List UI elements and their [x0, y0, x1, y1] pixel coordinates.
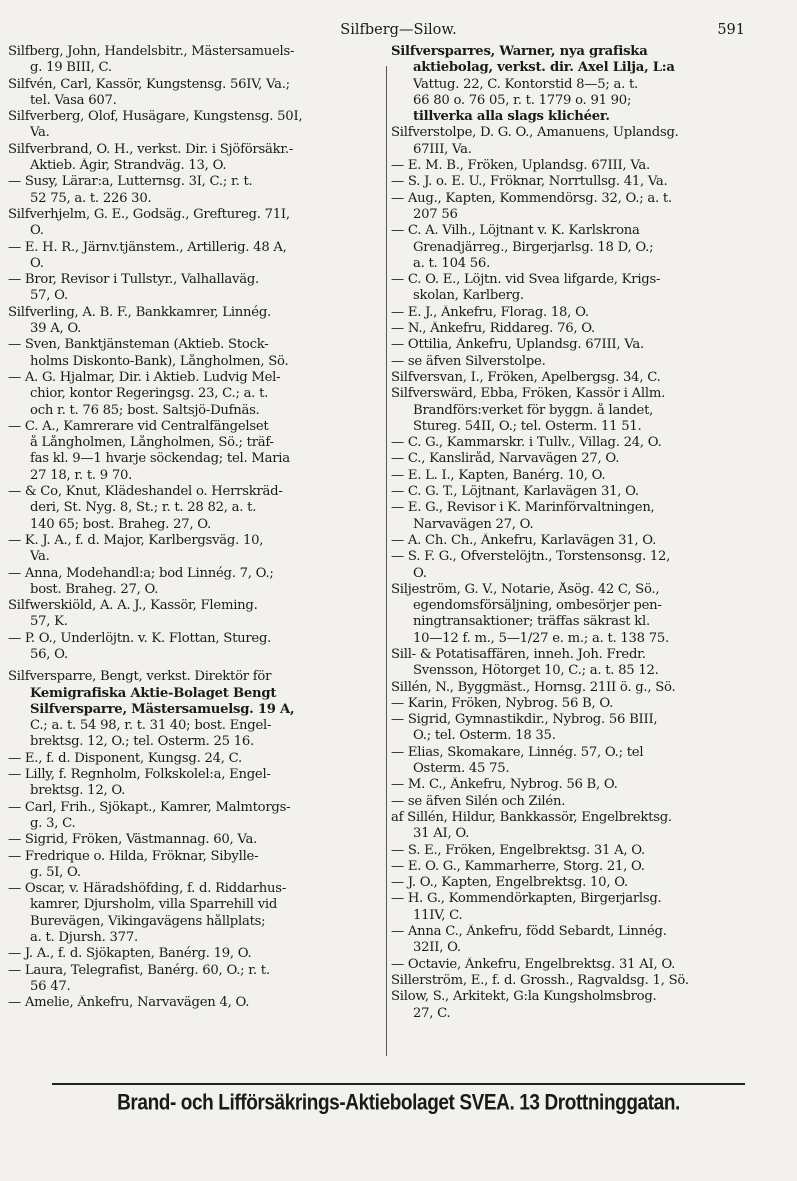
directory-line: 27 18, r. t. 9 70.	[30, 467, 133, 483]
directory-line: Brandförs:verket för byggn. å landet,	[413, 402, 654, 418]
directory-line: Ö.	[30, 255, 44, 271]
directory-line: å Långholmen, Långholmen, Sö.; träf-	[30, 435, 274, 451]
directory-line: — E. G., Revisor i K. Marinförvaltningen,	[391, 500, 655, 516]
directory-line: 57, Ö.	[30, 288, 68, 304]
directory-line: Silfversparre, Bengt, verkst. Direktör för	[8, 669, 272, 685]
directory-line: — Anna C., Änkefru, född Sebardt, Linnég.	[391, 924, 667, 940]
directory-line: brektsg. 12, Ö.	[30, 783, 126, 799]
directory-line: aktiebolag, verkst. dir. Axel Lilja, L:a	[413, 60, 675, 76]
directory-line: Svensson, Hötorget 10, C.; a. t. 85 12.	[413, 663, 659, 679]
directory-line: 10—12 f. m., 5—1/27 e. m.; a. t. 138 75.	[413, 630, 669, 646]
directory-line: — H. G., Kommendörkapten, Birgerjarlsg.	[391, 891, 662, 907]
directory-line: 52 75, a. t. 226 30.	[30, 190, 152, 206]
directory-line: Sillén, N., Byggmäst., Hornsg. 21II ö. g., Sö.	[391, 679, 676, 695]
directory-line: 67III, Va.	[413, 141, 472, 157]
directory-line: — Carl, Frih., Sjökapt., Kamrer, Malmtorgs-	[8, 799, 291, 815]
page-header	[0, 22, 797, 46]
right-column	[391, 44, 787, 1022]
directory-line: — E., f. d. Disponent, Kungsg. 24, C.	[8, 750, 242, 766]
directory-line: Kemigrafiska Aktie-Bolaget Bengt	[30, 685, 277, 701]
directory-line: Silfverswärd, Ebba, Fröken, Kassör i Allm.	[391, 386, 666, 402]
directory-line: — C. A. Vilh., Löjtnant v. K. Karlskrona	[391, 223, 640, 239]
directory-line: — M. C., Änkefru, Nybrog. 56 B, Ö.	[391, 777, 618, 793]
directory-line: 207 56	[413, 206, 458, 222]
directory-line: 31 AI, Ö.	[413, 826, 470, 842]
directory-line: Va.	[30, 549, 50, 565]
directory-line: — E. L. I., Kapten, Banérg. 10, Ö.	[391, 467, 606, 483]
directory-line: 32II, Ö.	[413, 940, 461, 956]
directory-line: — Aug., Kapten, Kommendörsg. 32, Ö.; a. t.	[391, 190, 672, 206]
directory-line: skolan, Karlberg.	[413, 288, 524, 304]
directory-line: 27, C.	[413, 1005, 451, 1021]
directory-line: — C. G. T., Löjtnant, Karlavägen 31, Ö.	[391, 484, 639, 500]
footer-advertisement: Brand- och Lifförsäkrings-Aktiebolaget SVEA. 13 Drottninggatan.	[117, 1091, 680, 1116]
directory-line: Sillerström, E., f. d. Grossh., Ragvaldsg. 1, Sö.	[391, 972, 689, 988]
directory-line: — P. O., Underlöjtn. v. K. Flottan, Stureg.	[8, 630, 272, 646]
directory-line: Ö.	[30, 223, 44, 239]
directory-line: — A. Ch. Ch., Änkefru, Karlavägen 31, Ö.	[391, 532, 657, 548]
running-title: Silfberg—Silow.	[340, 22, 457, 38]
directory-line: — Amelie, Änkefru, Narvavägen 4, Ö.	[8, 995, 250, 1011]
directory-line: 56, Ö.	[30, 646, 68, 662]
directory-line: — Oscar, v. Häradshöfding, f. d. Riddarhus-	[8, 881, 287, 897]
directory-line: af Sillén, Hildur, Bankkassör, Engelbrektsg.	[391, 809, 672, 825]
directory-line: 56 47.	[30, 978, 71, 994]
directory-line: — K. J. A., f. d. Major, Karlbergsväg. 10,	[8, 532, 264, 548]
directory-line: Ö.; tel. Österm. 18 35.	[413, 728, 556, 744]
directory-line: — Anna, Modehandl:a; bod Linnég. 7, Ö.;	[8, 565, 274, 581]
directory-line: — & Co, Knut, Klädeshandel o. Herrskräd-	[8, 484, 283, 500]
directory-line: — Sigrid, Fröken, Västmannag. 60, Va.	[8, 832, 258, 848]
directory-line: — A. G. Hjalmar, Dir. i Aktieb. Ludvig Mel-	[8, 369, 281, 385]
directory-line: — E. M. B., Fröken, Uplandsg. 67III, Va.	[391, 158, 650, 174]
directory-line: — Sigrid, Gymnastikdir., Nybrog. 56 BIII,	[391, 712, 658, 728]
directory-line: 57, K.	[30, 614, 68, 630]
directory-line: Stureg. 54II, Ö.; tel. Österm. 11 51.	[413, 418, 642, 434]
directory-line: — se äfven Silverstolpe.	[391, 353, 546, 369]
left-column	[8, 44, 386, 1012]
directory-line: Ö.	[413, 565, 427, 581]
directory-line: — E. J., Änkefru, Florag. 18, Ö.	[391, 304, 589, 320]
directory-line: — Karin, Fröken, Nybrog. 56 B, Ö.	[391, 695, 614, 711]
directory-line: kamrer, Djursholm, villa Sparrehill vid	[30, 897, 278, 913]
directory-line: — N., Änkefru, Riddareg. 76, Ö.	[391, 321, 595, 337]
directory-line: C.; a. t. 54 98, r. t. 31 40; bost. Engel-	[30, 718, 272, 734]
directory-line: — J. A., f. d. Sjökapten, Banérg. 19, Ö.	[8, 946, 252, 962]
directory-line: — Sven, Banktjänsteman (Aktieb. Stock-	[8, 337, 269, 353]
page-number: 591	[717, 22, 745, 38]
directory-line: g. 5I, Ö.	[30, 864, 81, 880]
directory-line: Silow, S., Arkitekt, G:la Kungsholmsbrog.	[391, 989, 657, 1005]
directory-line: Silfvén, Carl, Kassör, Kungstensg. 56IV, Va.;	[8, 76, 290, 92]
directory-line: — Elias, Skomakare, Linnég. 57, Ö.; tel	[391, 744, 644, 760]
directory-line: 11IV, C.	[413, 907, 463, 923]
directory-line: Silfverhjelm, G. E., Godsäg., Greftureg. 71I,	[8, 206, 290, 222]
directory-line: Silfversparres, Warner, nya grafiska	[391, 44, 648, 59]
directory-line: tillverka alla slags klichéer.	[413, 109, 610, 125]
directory-line: egendomsförsäljning, ombesörjer pen-	[413, 598, 662, 614]
directory-line: ningtransaktioner; träffas säkrast kl.	[413, 614, 650, 630]
directory-line: Narvavägen 27, Ö.	[413, 516, 534, 532]
directory-line: a. t. 104 56.	[413, 255, 491, 271]
directory-line: g. 3, C.	[30, 815, 76, 831]
directory-line: fas kl. 9—1 hvarje söckendag; tel. Maria	[30, 451, 290, 467]
directory-line: Silfverling, A. B. F., Bankkamrer, Linnég.	[8, 304, 271, 320]
directory-line: och r. t. 76 85; bost. Saltsjö-Dufnäs.	[30, 402, 260, 418]
directory-line: — Susy, Lärar:a, Lutternsg. 3I, C.; r. t.	[8, 174, 253, 190]
directory-line: Grenadjärreg., Birgerjarlsg. 18 D, Ö.;	[413, 239, 654, 255]
directory-line: brektsg. 12, Ö.; tel. Österm. 25 16.	[30, 734, 254, 750]
directory-line: Silfversparre, Mästersamuelsg. 19 A,	[30, 701, 295, 717]
directory-line: Sill- & Potatisaffären, inneh. Joh. Fredr.	[391, 646, 646, 662]
directory-line: Silfverberg, Olof, Husägare, Kungstensg. 50I,	[8, 109, 303, 125]
directory-line: holms Diskonto-Bank), Långholmen, Sö.	[30, 353, 289, 369]
footer-rule	[52, 1083, 745, 1085]
directory-line: 66 80 o. 76 05, r. t. 1779 o. 91 90;	[413, 92, 632, 108]
directory-line: Silfwerskiöld, A. A. J., Kassör, Fleming.	[8, 598, 258, 614]
directory-line: — C. A., Kamrerare vid Centralfängelset	[8, 418, 269, 434]
directory-line: 140 65; bost. Braheg. 27, Ö.	[30, 516, 211, 532]
directory-line: Österm. 45 75.	[413, 761, 510, 777]
directory-line: Vattug. 22, C. Kontorstid 8—5; a. t.	[413, 76, 638, 92]
directory-line: — J. O., Kapten, Engelbrektsg. 10, Ö.	[391, 875, 628, 891]
directory-line: Aktieb. Ägir, Strandväg. 13, Ö.	[30, 158, 227, 174]
directory-line: — Bror, Revisor i Tullstyr., Valhallaväg.	[8, 272, 259, 288]
directory-line: — Octavie, Änkefru, Engelbrektsg. 31 AI, Ö.	[391, 956, 676, 972]
directory-line: — C., Kansliråd, Narvavägen 27, Ö.	[391, 451, 620, 467]
directory-line: a. t. Djursh. 377.	[30, 930, 138, 946]
directory-line: — se äfven Silén och Zilén.	[391, 793, 566, 809]
directory-line: tel. Vasa 607.	[30, 92, 117, 108]
directory-line: — Fredrique o. Hilda, Fröknar, Sibylle-	[8, 848, 259, 864]
column-divider	[386, 66, 387, 1056]
directory-line: Siljeström, G. V., Notarie, Åsög. 42 C, Sö.,	[391, 581, 660, 597]
directory-line: g. 19 BIII, C.	[30, 60, 112, 76]
directory-line: Silfverstolpe, D. G. O., Amanuens, Uplandsg.	[391, 125, 679, 141]
directory-line: — S. E., Fröken, Engelbrektsg. 31 A, Ö.	[391, 842, 645, 858]
directory-line: deri, St. Nyg. 8, St.; r. t. 28 82, a. t.	[30, 500, 257, 516]
directory-line: Va.	[30, 125, 50, 141]
directory-line: — S. F. G., Öfverstelöjtn., Torstensonsg. 12,	[391, 549, 671, 565]
directory-line: Silfverbrand, O. H., verkst. Dir. i Sjöförsäkr.-	[8, 141, 294, 157]
directory-line: — E. O. G., Kammarherre, Storg. 21, Ö.	[391, 858, 645, 874]
directory-line: — Laura, Telegrafist, Banérg. 60, Ö.; r. t.	[8, 962, 270, 978]
directory-line: — S. J. o. E. U., Fröknar, Norrtullsg. 41, Va.	[391, 174, 668, 190]
directory-line: — Lilly, f. Regnholm, Folkskolel:a, Engel-	[8, 767, 271, 783]
directory-line: Silfversvan, I., Fröken, Apelbergsg. 34, C.	[391, 369, 661, 385]
directory-line: Silfberg, John, Handelsbitr., Mästersamuels-	[8, 44, 295, 59]
directory-line: chior, kontor Regeringsg. 23, C.; a. t.	[30, 386, 269, 402]
directory-line: bost. Braheg. 27, Ö.	[30, 581, 159, 597]
directory-line: 39 A, Ö.	[30, 321, 82, 337]
directory-line: — Ottilia, Änkefru, Uplandsg. 67III, Va.	[391, 337, 644, 353]
directory-line: — C. O. E., Löjtn. vid Svea lifgarde, Krigs-	[391, 272, 661, 288]
directory-line: — C. G., Kammarskr. i Tullv., Villag. 24, Ö.	[391, 435, 662, 451]
directory-line: Burevägen, Vikingavägens hållplats;	[30, 913, 266, 929]
directory-line: — E. H. R., Järnv.tjänstem., Artillerig. 48 A,	[8, 239, 287, 255]
